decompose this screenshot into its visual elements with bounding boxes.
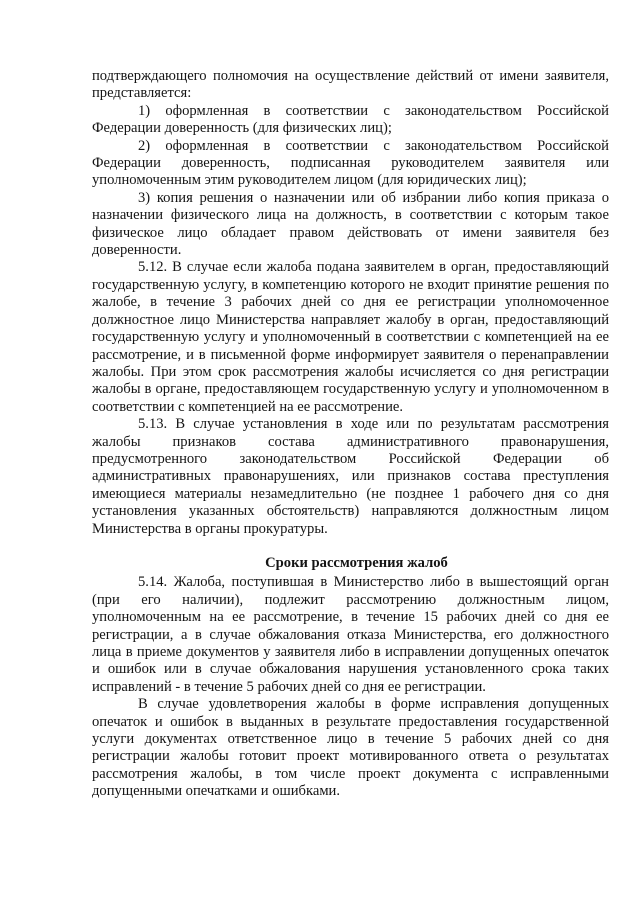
paragraph-representation-intro: подтверждающего полномочия на осуществление действий от имени заявителя, представляется: [92, 68, 609, 102]
paragraph-item-2: 2) оформленная в соответствии с законодательством Российской Федерации доверенность, подписанная руководителем заявителя или уполномоченным этим руководителем лицом (для юридических лиц); [92, 137, 609, 189]
paragraph-5-12: 5.12. В случае если жалоба подана заявителем в орган, предоставляющий государственную услугу, в компетенцию которого не входит принятие решения по жалобе, в течение 3 рабочих дней со дня ее регистрации уполномоченное должностное лицо Министерства направляет жалобу в орган, предоставляющий государственную услугу и уполномоченный в соответствии с компетенцией на ее рассмотрение, и в письменной форме информирует заявителя о перенаправлении жалобы. При этом срок рассмотрения жалобы исчисляется со дня регистрации жалобы в органе, предоставляющем государственную услугу и уполномоченном в соответствии с компетенцией на ее рассмотрение. [92, 259, 609, 415]
document-page [92, 68, 609, 801]
paragraph-5-14: 5.14. Жалоба, поступившая в Министерство либо в вышестоящий орган (при его наличии), подлежит рассмотрению должностным лицом, уполномоченным на ее рассмотрение, в течение 15 рабочих дней со дня ее регистрации, а в случае обжалования отказа Министерства, его должностного лица в приеме документов у заявителя либо в исправлении допущенных опечаток и ошибок или в случае обжалования нарушения установленного срока таких исправлений - в течение 5 рабочих дней со дня ее регистрации. [92, 574, 609, 695]
paragraph-item-1: 1) оформленная в соответствии с законодательством Российской Федерации доверенность (для физических лиц); [92, 102, 609, 137]
section-heading: Сроки рассмотрения жалоб [265, 554, 448, 571]
paragraph-correction-response: В случае удовлетворения жалобы в форме исправления допущенных опечаток и ошибок в выданных в результате предоставления государственной услуги документах ответственное лицо в течение 5 рабочих дней со дня регистрации жалобы готовит проект мотивированного ответа о результатах рассмотрения жалобы, в том числе проект документа с исправленными допущенными опечатками и ошибками. [92, 696, 609, 800]
paragraph-item-3: 3) копия решения о назначении или об избрании либо копия приказа о назначении физического лица на должность, в соответствии с которым такое физическое лицо обладает правом действовать от имени заявителя без доверенности. [92, 189, 609, 259]
paragraph-5-13: 5.13. В случае установления в ходе или по результатам рассмотрения жалобы признаков состава административного правонарушения, предусмотренного законодательством Российской Федерации об административных правонарушениях, или признаков состава преступления имеющиеся материалы незамедлительно (не позднее 1 рабочего дня со дня установления указанных обстоятельств) направляются должностным лицом Министерства в органы прокуратуры. [92, 416, 609, 537]
